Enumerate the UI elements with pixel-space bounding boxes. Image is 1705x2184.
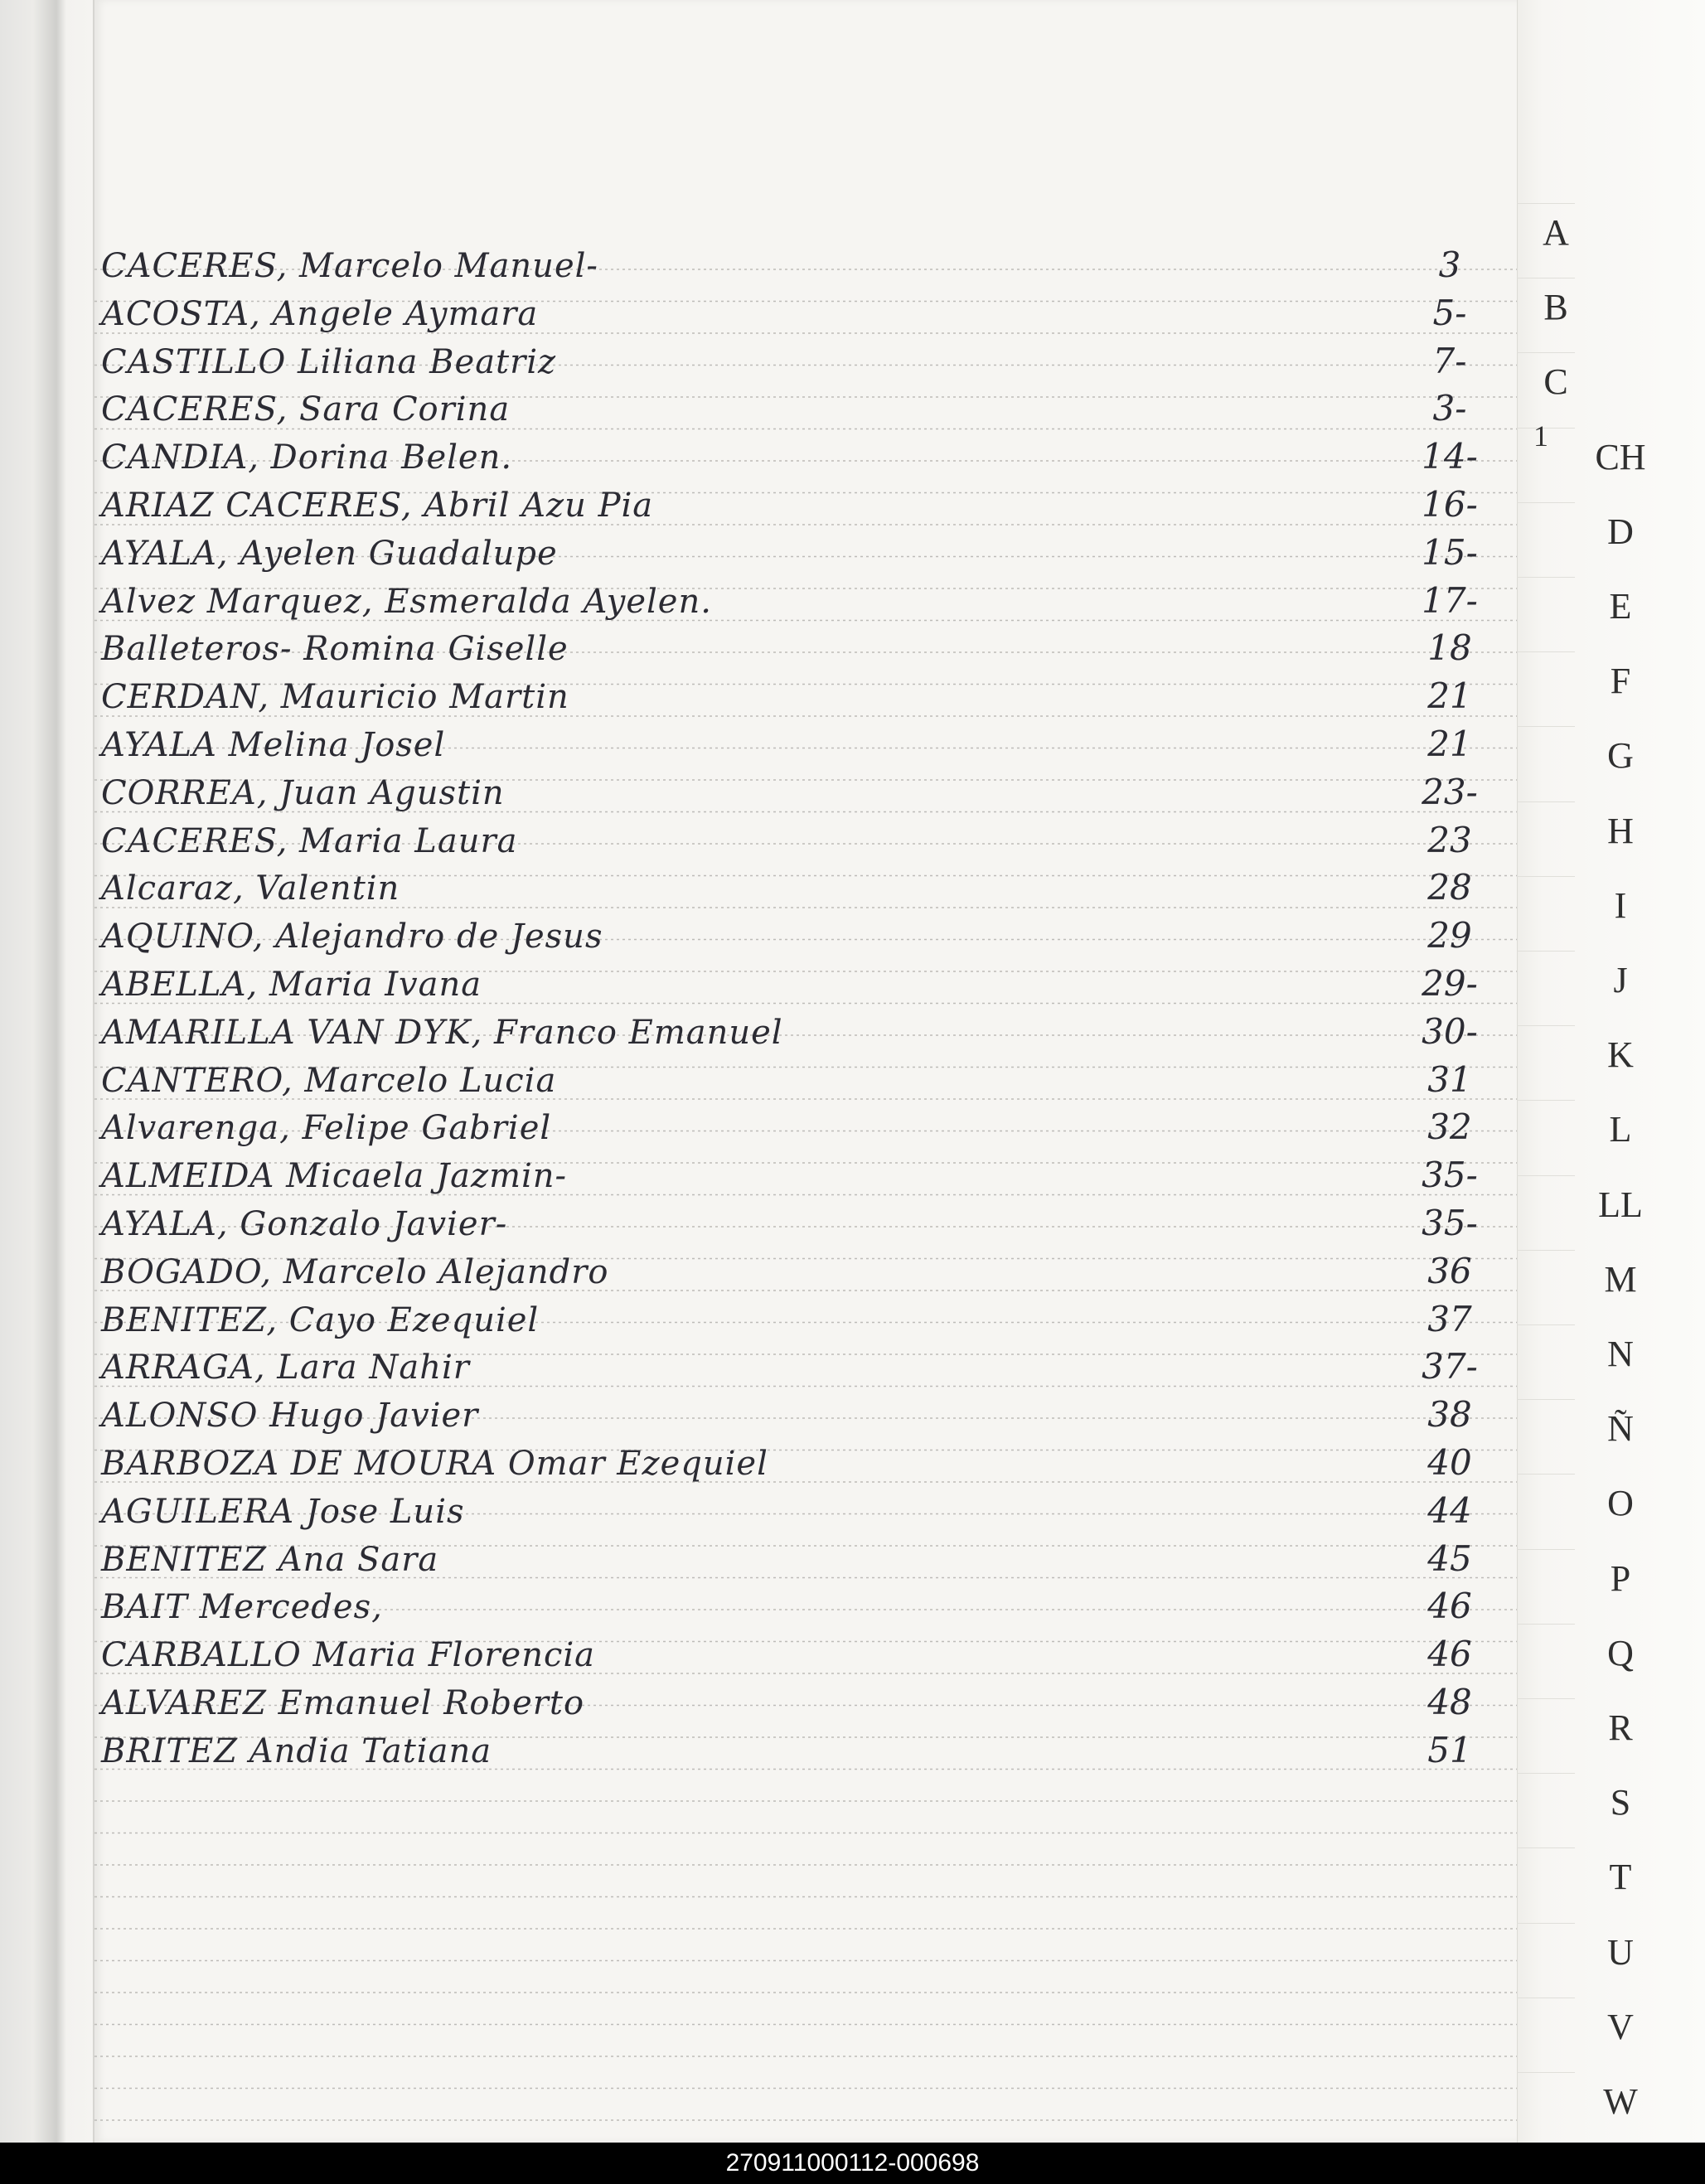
tab-n[interactable]: N bbox=[1607, 1334, 1634, 1374]
entry-name: Alvarenga, Felipe Gabriel bbox=[101, 1109, 552, 1148]
index-entry bbox=[94, 1533, 1620, 1582]
entry-page-number: 48 bbox=[1427, 1682, 1472, 1722]
entry-name: AYALA, Gonzalo Javier- bbox=[101, 1205, 508, 1243]
index-entry bbox=[94, 1580, 1620, 1630]
tab-separator bbox=[1517, 2072, 1575, 2073]
entry-page-number: 7- bbox=[1432, 340, 1467, 381]
index-entry bbox=[94, 1676, 1620, 1726]
entry-name: ARIAZ CACERES, Abril Azu Pia bbox=[101, 487, 654, 525]
entry-name: CERDAN, Mauricio Martin bbox=[101, 678, 569, 717]
entry-page-number: 21 bbox=[1427, 676, 1472, 717]
entry-name: ABELLA, Maria Ivana bbox=[101, 966, 482, 1004]
tab-s[interactable]: S bbox=[1610, 1782, 1631, 1823]
entry-name: BOGADO, Marcelo Alejandro bbox=[101, 1252, 609, 1291]
tab-t[interactable]: T bbox=[1609, 1857, 1632, 1898]
entry-page-number: 17- bbox=[1422, 579, 1478, 621]
index-entry bbox=[94, 1101, 1620, 1150]
entry-name: CASTILLO Liliana Beatriz bbox=[101, 342, 557, 381]
entry-name: CACERES, Maria Laura bbox=[101, 821, 518, 860]
entry-page-number: 36 bbox=[1427, 1250, 1472, 1291]
tab-separator bbox=[1517, 801, 1575, 802]
index-entry bbox=[94, 478, 1620, 528]
entry-page-number: 31 bbox=[1427, 1058, 1472, 1100]
entry-name: BAIT Mercedes, bbox=[101, 1588, 383, 1627]
tab-g[interactable]: G bbox=[1607, 735, 1634, 777]
entry-page-number: 38 bbox=[1427, 1394, 1472, 1436]
tab-separator bbox=[1517, 577, 1575, 578]
tab-separator bbox=[1517, 1474, 1575, 1475]
tab-separator bbox=[1517, 951, 1575, 952]
index-entry bbox=[94, 766, 1620, 816]
entry-page-number: 46 bbox=[1427, 1634, 1472, 1675]
tab-c[interactable]: C bbox=[1543, 361, 1568, 403]
tab-f[interactable]: F bbox=[1610, 661, 1631, 702]
tab-separator bbox=[1517, 1175, 1575, 1176]
tab-r[interactable]: R bbox=[1608, 1707, 1633, 1748]
tab-w[interactable]: W bbox=[1603, 2081, 1638, 2122]
entry-page-number: 32 bbox=[1427, 1107, 1472, 1148]
index-entry bbox=[94, 1436, 1620, 1486]
index-entry bbox=[94, 1484, 1620, 1534]
tab-e[interactable]: E bbox=[1609, 586, 1632, 627]
index-entry bbox=[94, 1340, 1620, 1390]
tab-v[interactable]: V bbox=[1607, 2006, 1634, 2047]
index-entry bbox=[94, 814, 1620, 864]
tab-separator bbox=[1517, 352, 1575, 353]
index-entry bbox=[94, 287, 1620, 337]
index-entry bbox=[94, 239, 1620, 288]
tab-separator bbox=[1517, 1399, 1575, 1400]
entry-page-number: 35- bbox=[1422, 1155, 1478, 1196]
entry-page-number: 37- bbox=[1422, 1346, 1478, 1387]
entry-name: CANTERO, Marcelo Lucia bbox=[101, 1061, 557, 1100]
entry-page-number: 28 bbox=[1427, 867, 1472, 908]
entry-page-number: 45 bbox=[1427, 1538, 1472, 1579]
tab-ñ[interactable]: Ñ bbox=[1607, 1408, 1634, 1450]
index-entry bbox=[94, 430, 1620, 480]
entry-page-number: 23- bbox=[1422, 771, 1478, 812]
entry-name: BARBOZA DE MOURA Omar Ezequiel bbox=[101, 1445, 768, 1483]
tab-l[interactable]: L bbox=[1609, 1109, 1632, 1150]
entry-page-number: 46 bbox=[1427, 1586, 1472, 1627]
index-entry bbox=[94, 861, 1620, 911]
tab-separator bbox=[1517, 726, 1575, 727]
entry-page-number: 21 bbox=[1427, 724, 1472, 764]
entry-page-number: 14- bbox=[1422, 436, 1478, 477]
entry-name: ARRAGA, Lara Nahir bbox=[101, 1349, 470, 1387]
entry-name: CARBALLO Maria Florencia bbox=[101, 1636, 596, 1675]
tab-k[interactable]: K bbox=[1607, 1034, 1634, 1076]
entry-name: Alcaraz, Valentin bbox=[101, 869, 400, 908]
index-entry bbox=[94, 909, 1620, 959]
entry-page-number: 23 bbox=[1427, 819, 1472, 860]
index-entry bbox=[94, 1197, 1620, 1247]
entry-name: AYALA, Ayelen Guadalupe bbox=[101, 534, 558, 573]
tab-m[interactable]: M bbox=[1604, 1258, 1637, 1300]
entry-name: BENITEZ, Cayo Ezequiel bbox=[101, 1300, 540, 1339]
entry-name: CACERES, Marcelo Manuel- bbox=[101, 247, 598, 285]
entry-page-number: 35- bbox=[1422, 1203, 1478, 1243]
entry-page-number: 37 bbox=[1427, 1298, 1472, 1339]
entry-page-number: 16- bbox=[1422, 484, 1478, 525]
tab-i[interactable]: I bbox=[1614, 884, 1627, 926]
tab-h[interactable]: H bbox=[1607, 810, 1634, 851]
index-entry bbox=[94, 718, 1620, 768]
index-entry bbox=[94, 1245, 1620, 1295]
entry-page-number: 29 bbox=[1427, 915, 1472, 956]
entry-name: CACERES, Sara Corina bbox=[101, 390, 511, 429]
tab-separator bbox=[1517, 1549, 1575, 1550]
entry-name: CANDIA, Dorina Belen. bbox=[101, 438, 513, 477]
entry-page-number: 30- bbox=[1422, 1010, 1478, 1052]
index-entry bbox=[94, 957, 1620, 1007]
entry-page-number: 3- bbox=[1432, 388, 1467, 429]
entry-page-number: 15- bbox=[1422, 531, 1478, 573]
entry-page-number: 5- bbox=[1432, 292, 1467, 333]
tab-a[interactable]: A bbox=[1543, 212, 1569, 253]
tab-separator bbox=[1517, 1250, 1575, 1251]
index-page bbox=[93, 0, 1620, 2143]
entry-name: ALVAREZ Emanuel Roberto bbox=[101, 1684, 585, 1722]
entry-name: ACOSTA, Angele Aymara bbox=[101, 294, 539, 333]
index-entry bbox=[94, 622, 1620, 671]
entry-name: AQUINO, Alejandro de Jesus bbox=[101, 918, 603, 956]
index-entry bbox=[94, 1053, 1620, 1103]
index-entry bbox=[94, 574, 1620, 624]
tab-separator bbox=[1517, 203, 1575, 204]
tab-j[interactable]: J bbox=[1613, 960, 1628, 1000]
tab-separator bbox=[1517, 1847, 1575, 1848]
tab-p[interactable]: P bbox=[1610, 1557, 1631, 1599]
tab-separator bbox=[1517, 651, 1575, 652]
entry-page-number: 44 bbox=[1427, 1489, 1472, 1531]
entry-page-number: 29- bbox=[1422, 963, 1478, 1004]
tab-separator bbox=[1517, 1923, 1575, 1924]
entry-name: AGUILERA Jose Luis bbox=[101, 1492, 465, 1531]
tab-separator bbox=[1517, 1100, 1575, 1101]
entry-page-number: 18 bbox=[1427, 627, 1472, 669]
tab-separator bbox=[1517, 876, 1575, 877]
stray-mark: 1 bbox=[1533, 419, 1548, 453]
entry-name: CORREA, Juan Agustin bbox=[101, 773, 505, 812]
entry-page-number: 51 bbox=[1427, 1729, 1472, 1770]
index-entry bbox=[94, 670, 1620, 719]
index-entry bbox=[94, 526, 1620, 576]
tab-d[interactable]: D bbox=[1607, 511, 1634, 552]
entry-name: ALONSO Hugo Javier bbox=[101, 1397, 479, 1436]
entry-name: ALMEIDA Micaela Jazmin- bbox=[101, 1157, 568, 1196]
entry-name: Alvez Marquez, Esmeralda Ayelen. bbox=[101, 582, 712, 621]
entry-name: AMARILLA VAN DYK, Franco Emanuel bbox=[101, 1013, 783, 1052]
entry-name: Balleteros- Romina Giselle bbox=[101, 630, 569, 669]
tab-separator bbox=[1517, 1025, 1575, 1026]
tab-ch[interactable]: CH bbox=[1595, 436, 1646, 477]
tab-separator bbox=[1517, 1624, 1575, 1625]
entry-name: BRITEZ Andia Tatiana bbox=[101, 1731, 492, 1770]
tab-b[interactable]: B bbox=[1543, 287, 1568, 328]
tab-separator bbox=[1517, 1773, 1575, 1774]
entry-page-number: 40 bbox=[1427, 1442, 1472, 1483]
index-entry bbox=[94, 382, 1620, 432]
tab-q[interactable]: Q bbox=[1607, 1632, 1634, 1673]
index-entry bbox=[94, 1388, 1620, 1438]
index-entry bbox=[94, 1005, 1620, 1055]
footer-id: 270911000112-000698 bbox=[0, 2143, 1705, 2184]
tab-separator bbox=[1517, 1698, 1575, 1699]
index-entry bbox=[94, 1628, 1620, 1678]
tab-u[interactable]: U bbox=[1607, 1931, 1634, 1973]
entry-page-number: 3 bbox=[1438, 245, 1461, 285]
entry-name: AYALA Melina Josel bbox=[101, 726, 446, 764]
tab-ll[interactable]: LL bbox=[1598, 1184, 1643, 1225]
index-entry bbox=[94, 335, 1620, 385]
entry-name: BENITEZ Ana Sara bbox=[101, 1540, 439, 1579]
tab-separator bbox=[1517, 1324, 1575, 1325]
index-entry bbox=[94, 1724, 1620, 1774]
index-entry bbox=[94, 1293, 1620, 1343]
index-entry bbox=[94, 1149, 1620, 1199]
tab-o[interactable]: O bbox=[1607, 1483, 1634, 1524]
tab-separator bbox=[1517, 502, 1575, 503]
